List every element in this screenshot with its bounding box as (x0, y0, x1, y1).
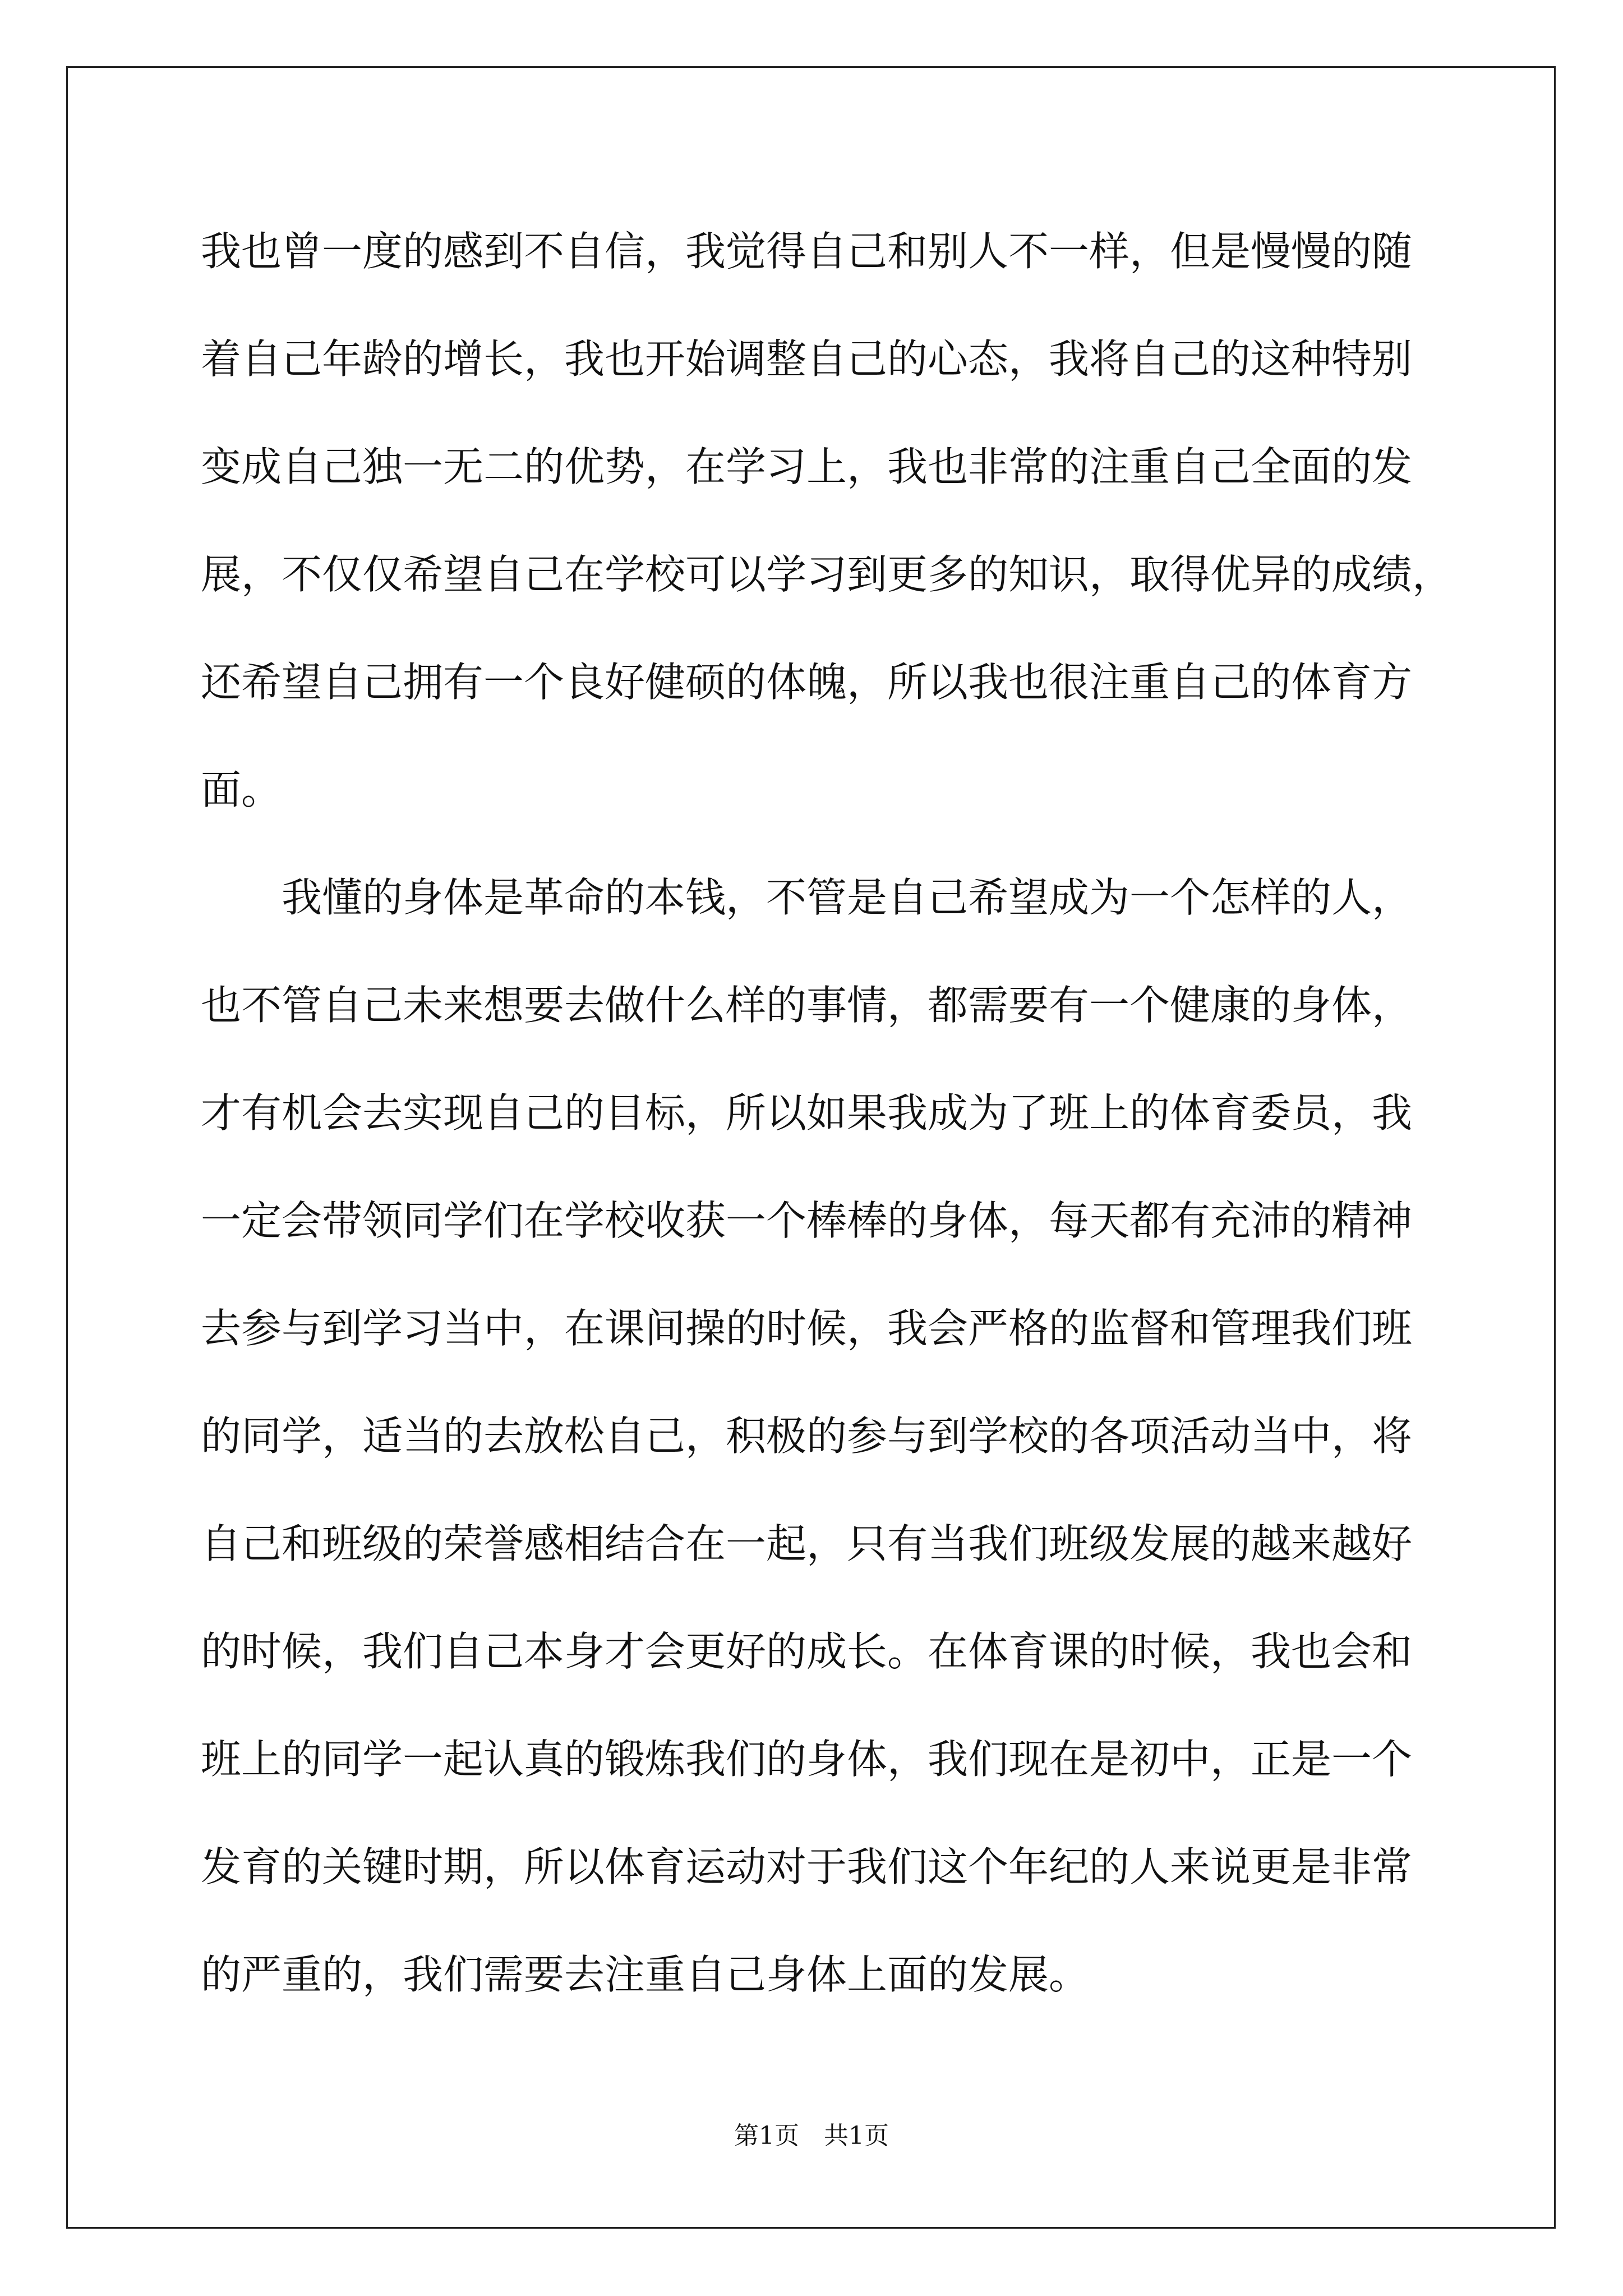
paragraph-1-line-3: 变成自己独一无二的优势，在学习上，我也非常的注重自己全面的发 (201, 443, 1413, 490)
paragraph-2-line-11: 的严重的，我们需要去注重自己身体上面的发展。 (201, 1951, 1090, 1998)
page-footer: 第1页 共1页 (734, 2122, 889, 2150)
paragraph-1-line-4: 展，不仅仅希望自己在学校可以学习到更多的知识，取得优异的成绩， (201, 551, 1453, 598)
paragraph-2-line-9: 班上的同学一起认真的锻炼我们的身体，我们现在是初中，正是一个 (201, 1736, 1413, 1783)
paragraph-2-line-1: 我懂的身体是革命的本钱，不管是自己希望成为一个怎样的人， (201, 874, 1413, 921)
paragraph-2-line-8: 的时候，我们自己本身才会更好的成长。在体育课的时候，我也会和 (201, 1628, 1413, 1675)
paragraph-2-line-4: 一定会带领同学们在学校收获一个棒棒的身体，每天都有充沛的精神 (201, 1197, 1413, 1244)
paragraph-2-line-7: 自己和班级的荣誉感相结合在一起，只有当我们班级发展的越来越好 (201, 1520, 1413, 1567)
paragraph-2-line-5: 去参与到学习当中，在课间操的时候，我会严格的监督和管理我们班 (201, 1305, 1413, 1352)
paragraph-2-line-6: 的同学，适当的去放松自己，积极的参与到学校的各项活动当中，将 (201, 1412, 1413, 1460)
paragraph-1-line-5: 还希望自己拥有一个良好健硕的体魄，所以我也很注重自己的体育方 (201, 659, 1413, 706)
paragraph-1-line-6: 面。 (201, 766, 282, 813)
paragraph-2-line-10: 发育的关键时期，所以体育运动对于我们这个年纪的人来说更是非常 (201, 1843, 1413, 1890)
paragraph-2-line-3: 才有机会去实现自己的目标，所以如果我成为了班上的体育委员，我 (201, 1089, 1413, 1137)
page-border (66, 66, 1556, 2229)
paragraph-1-line-1: 我也曾一度的感到不自信，我觉得自己和别人不一样，但是慢慢的随 (201, 228, 1413, 275)
paragraph-1-line-2: 着自己年龄的增长，我也开始调整自己的心态，我将自己的这种特别 (201, 335, 1413, 383)
paragraph-2-line-2: 也不管自己未来想要去做什么样的事情，都需要有一个健康的身体， (201, 982, 1413, 1029)
